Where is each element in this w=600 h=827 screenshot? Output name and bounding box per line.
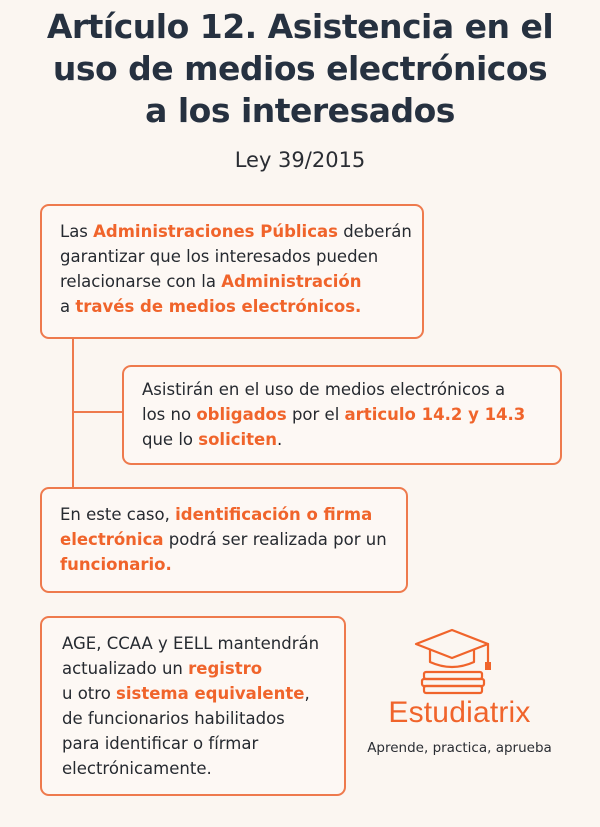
info-box-funcionario bbox=[40, 487, 408, 593]
title-line-2: uso de medios electrónicos bbox=[52, 49, 548, 88]
highlight-text: través de medios electrónicos. bbox=[75, 297, 362, 316]
title-line-3: a los interesados bbox=[145, 91, 455, 130]
body-text: Las bbox=[60, 222, 94, 241]
body-text: a bbox=[60, 297, 76, 316]
highlight-text: obligados bbox=[196, 405, 287, 424]
text-line bbox=[142, 427, 560, 452]
highlight-text: electrónica bbox=[60, 530, 164, 549]
text-line bbox=[60, 294, 422, 319]
body-text: para identificar o fírmar bbox=[62, 734, 259, 753]
info-box-asistencia bbox=[122, 365, 562, 465]
body-text: podrá ser realizada por un bbox=[163, 530, 387, 549]
page-title bbox=[0, 6, 600, 132]
body-text: los no bbox=[142, 405, 197, 424]
highlight-text: Administraciones Públicas bbox=[93, 222, 338, 241]
highlight-text: funcionario. bbox=[60, 555, 172, 574]
body-text: por el bbox=[286, 405, 345, 424]
text-line bbox=[142, 377, 560, 402]
text-line bbox=[60, 527, 406, 552]
text-line bbox=[62, 706, 344, 731]
highlight-text: Administración bbox=[221, 272, 362, 291]
text-line bbox=[142, 402, 560, 427]
text-line bbox=[60, 502, 406, 527]
info-box-registro bbox=[40, 616, 346, 796]
text-line bbox=[62, 631, 344, 656]
brand-tagline: Aprende, practica, aprueba bbox=[367, 740, 552, 756]
text-line bbox=[62, 756, 344, 781]
body-text: . bbox=[277, 430, 283, 449]
body-text: garantizar que los interesados pueden bbox=[60, 247, 379, 266]
body-text: deberán bbox=[337, 222, 412, 241]
highlight-text: identificación o firma bbox=[175, 505, 373, 524]
body-text: u otro bbox=[62, 684, 117, 703]
body-text: actualizado un bbox=[62, 659, 189, 678]
text-line bbox=[62, 656, 344, 681]
text-line bbox=[60, 219, 422, 244]
body-text: Asistirán en el uso de medios electrónicos a bbox=[142, 380, 506, 399]
connector-vertical-line bbox=[72, 339, 74, 487]
body-text: relacionarse con la bbox=[60, 272, 222, 291]
page-subtitle: Ley 39/2015 bbox=[234, 148, 366, 172]
highlight-text: articulo 14.2 y 14.3 bbox=[344, 405, 526, 424]
brand-name: Estudiatrix bbox=[388, 696, 531, 729]
body-text: electrónicamente. bbox=[62, 759, 212, 778]
body-text: AGE, CCAA y EELL mantendrán bbox=[62, 634, 320, 653]
text-line bbox=[60, 244, 422, 269]
highlight-text: registro bbox=[188, 659, 263, 678]
text-line bbox=[60, 269, 422, 294]
highlight-text: sistema equivalente bbox=[116, 684, 305, 703]
title-line-1: Artículo 12. Asistencia en el bbox=[46, 7, 554, 46]
connector-horizontal-line bbox=[73, 411, 123, 413]
body-text: que lo bbox=[142, 430, 199, 449]
info-box-administraciones bbox=[40, 204, 424, 339]
body-text: de funcionarios habilitados bbox=[62, 709, 285, 728]
body-text: , bbox=[304, 684, 310, 703]
body-text: En este caso, bbox=[60, 505, 176, 524]
text-line bbox=[62, 681, 344, 706]
text-line bbox=[60, 552, 406, 577]
text-line bbox=[62, 731, 344, 756]
highlight-text: soliciten bbox=[198, 430, 277, 449]
